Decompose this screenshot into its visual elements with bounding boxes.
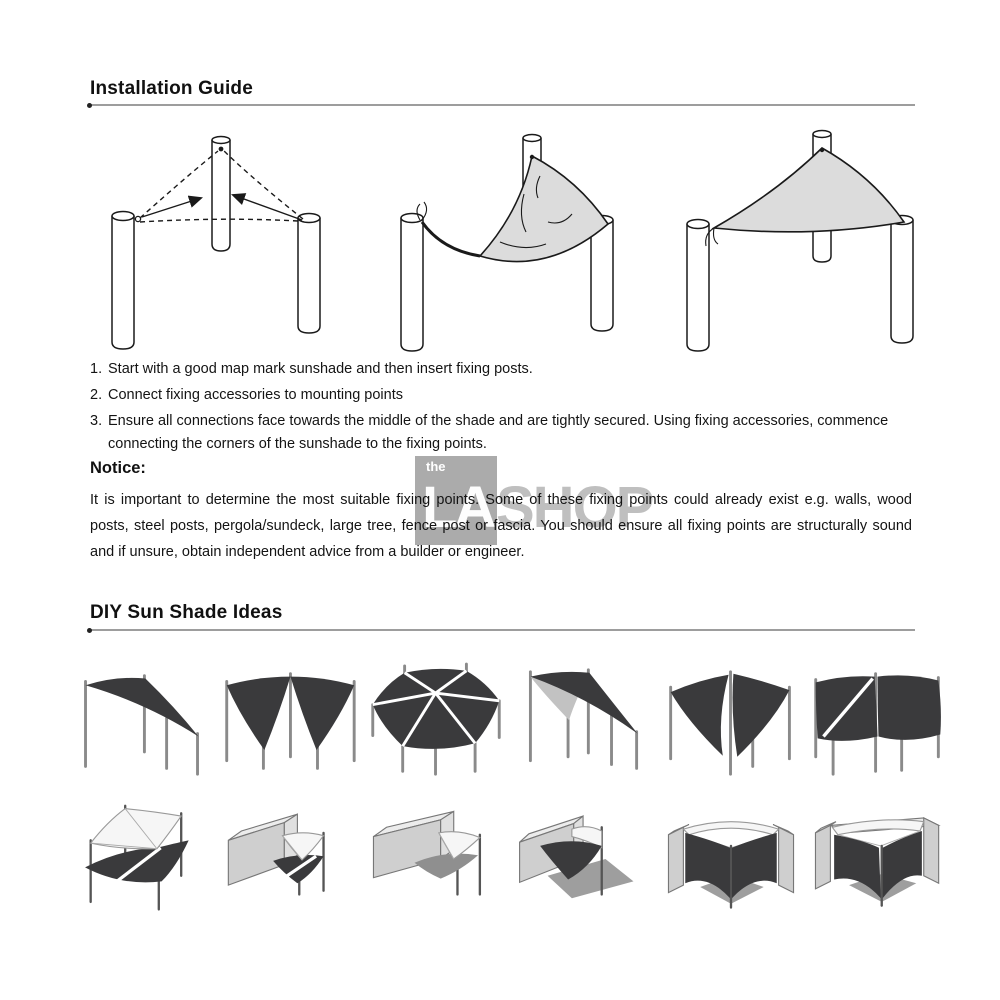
single-triangle-sail-icon	[72, 656, 212, 788]
ideas-row-1	[72, 656, 948, 790]
watermark-shop: SHOP	[496, 475, 653, 540]
double-square-canopy-icon	[808, 656, 948, 788]
installation-steps	[90, 358, 918, 459]
corner-walls-enclosure-shade-icon	[808, 793, 948, 925]
step-text: Ensure all connections face towards the middle of the shade and are tightly secured. Using fixing accessories, commence connecting the corners of the sunshade to the fixing points.	[108, 413, 889, 452]
step-number: 1.	[90, 361, 103, 377]
installation-guide-title: Installation Guide	[90, 78, 254, 99]
step-1	[90, 358, 918, 381]
layered-square-sails-icon	[72, 793, 212, 925]
hexagon-canopy-icon	[366, 656, 506, 788]
step-number: 3.	[90, 413, 103, 429]
step-3	[90, 410, 918, 456]
installation-diagrams	[82, 124, 948, 352]
notice-title: Notice:	[90, 459, 146, 477]
wall-mounted-double-sail-icon	[219, 793, 359, 925]
wall-mounted-single-sail-icon	[366, 793, 506, 925]
pinwheel-triangles-icon	[661, 656, 801, 788]
ideas-row-2	[72, 793, 948, 933]
step-text: Start with a good map mark sunshade and then insert fixing posts.	[108, 361, 533, 377]
attach-sail-rope-diagram	[372, 124, 658, 352]
watermark-the: the	[426, 459, 446, 474]
step-text: Connect fixing accessories to mounting points	[108, 387, 403, 403]
double-triangle-canopy-icon	[219, 656, 359, 788]
wall-corner-shade-icon	[514, 793, 654, 925]
notice-body: It is important to determine the most suitable fixing points. Some of these fixing points could already exist e.g. walls, wood posts, steel posts, pergola/sundeck, large tree, fence post or fascia. You should ensure all fixing points are structurally sound and if unsure, obtain independent advice from a builder or engineer.	[90, 492, 912, 560]
section-divider	[90, 629, 915, 631]
dark-light-triangle-pair-icon	[514, 656, 654, 788]
mark-fixing-posts-diagram	[82, 124, 368, 352]
watermark-la: LA	[422, 475, 494, 540]
step-2	[90, 384, 918, 407]
section-divider	[90, 104, 915, 106]
corner-walls-butterfly-shade-icon	[661, 793, 801, 925]
diy-ideas-title: DIY Sun Shade Ideas	[90, 602, 283, 623]
tensioned-sail-diagram	[662, 124, 948, 352]
step-number: 2.	[90, 387, 103, 403]
